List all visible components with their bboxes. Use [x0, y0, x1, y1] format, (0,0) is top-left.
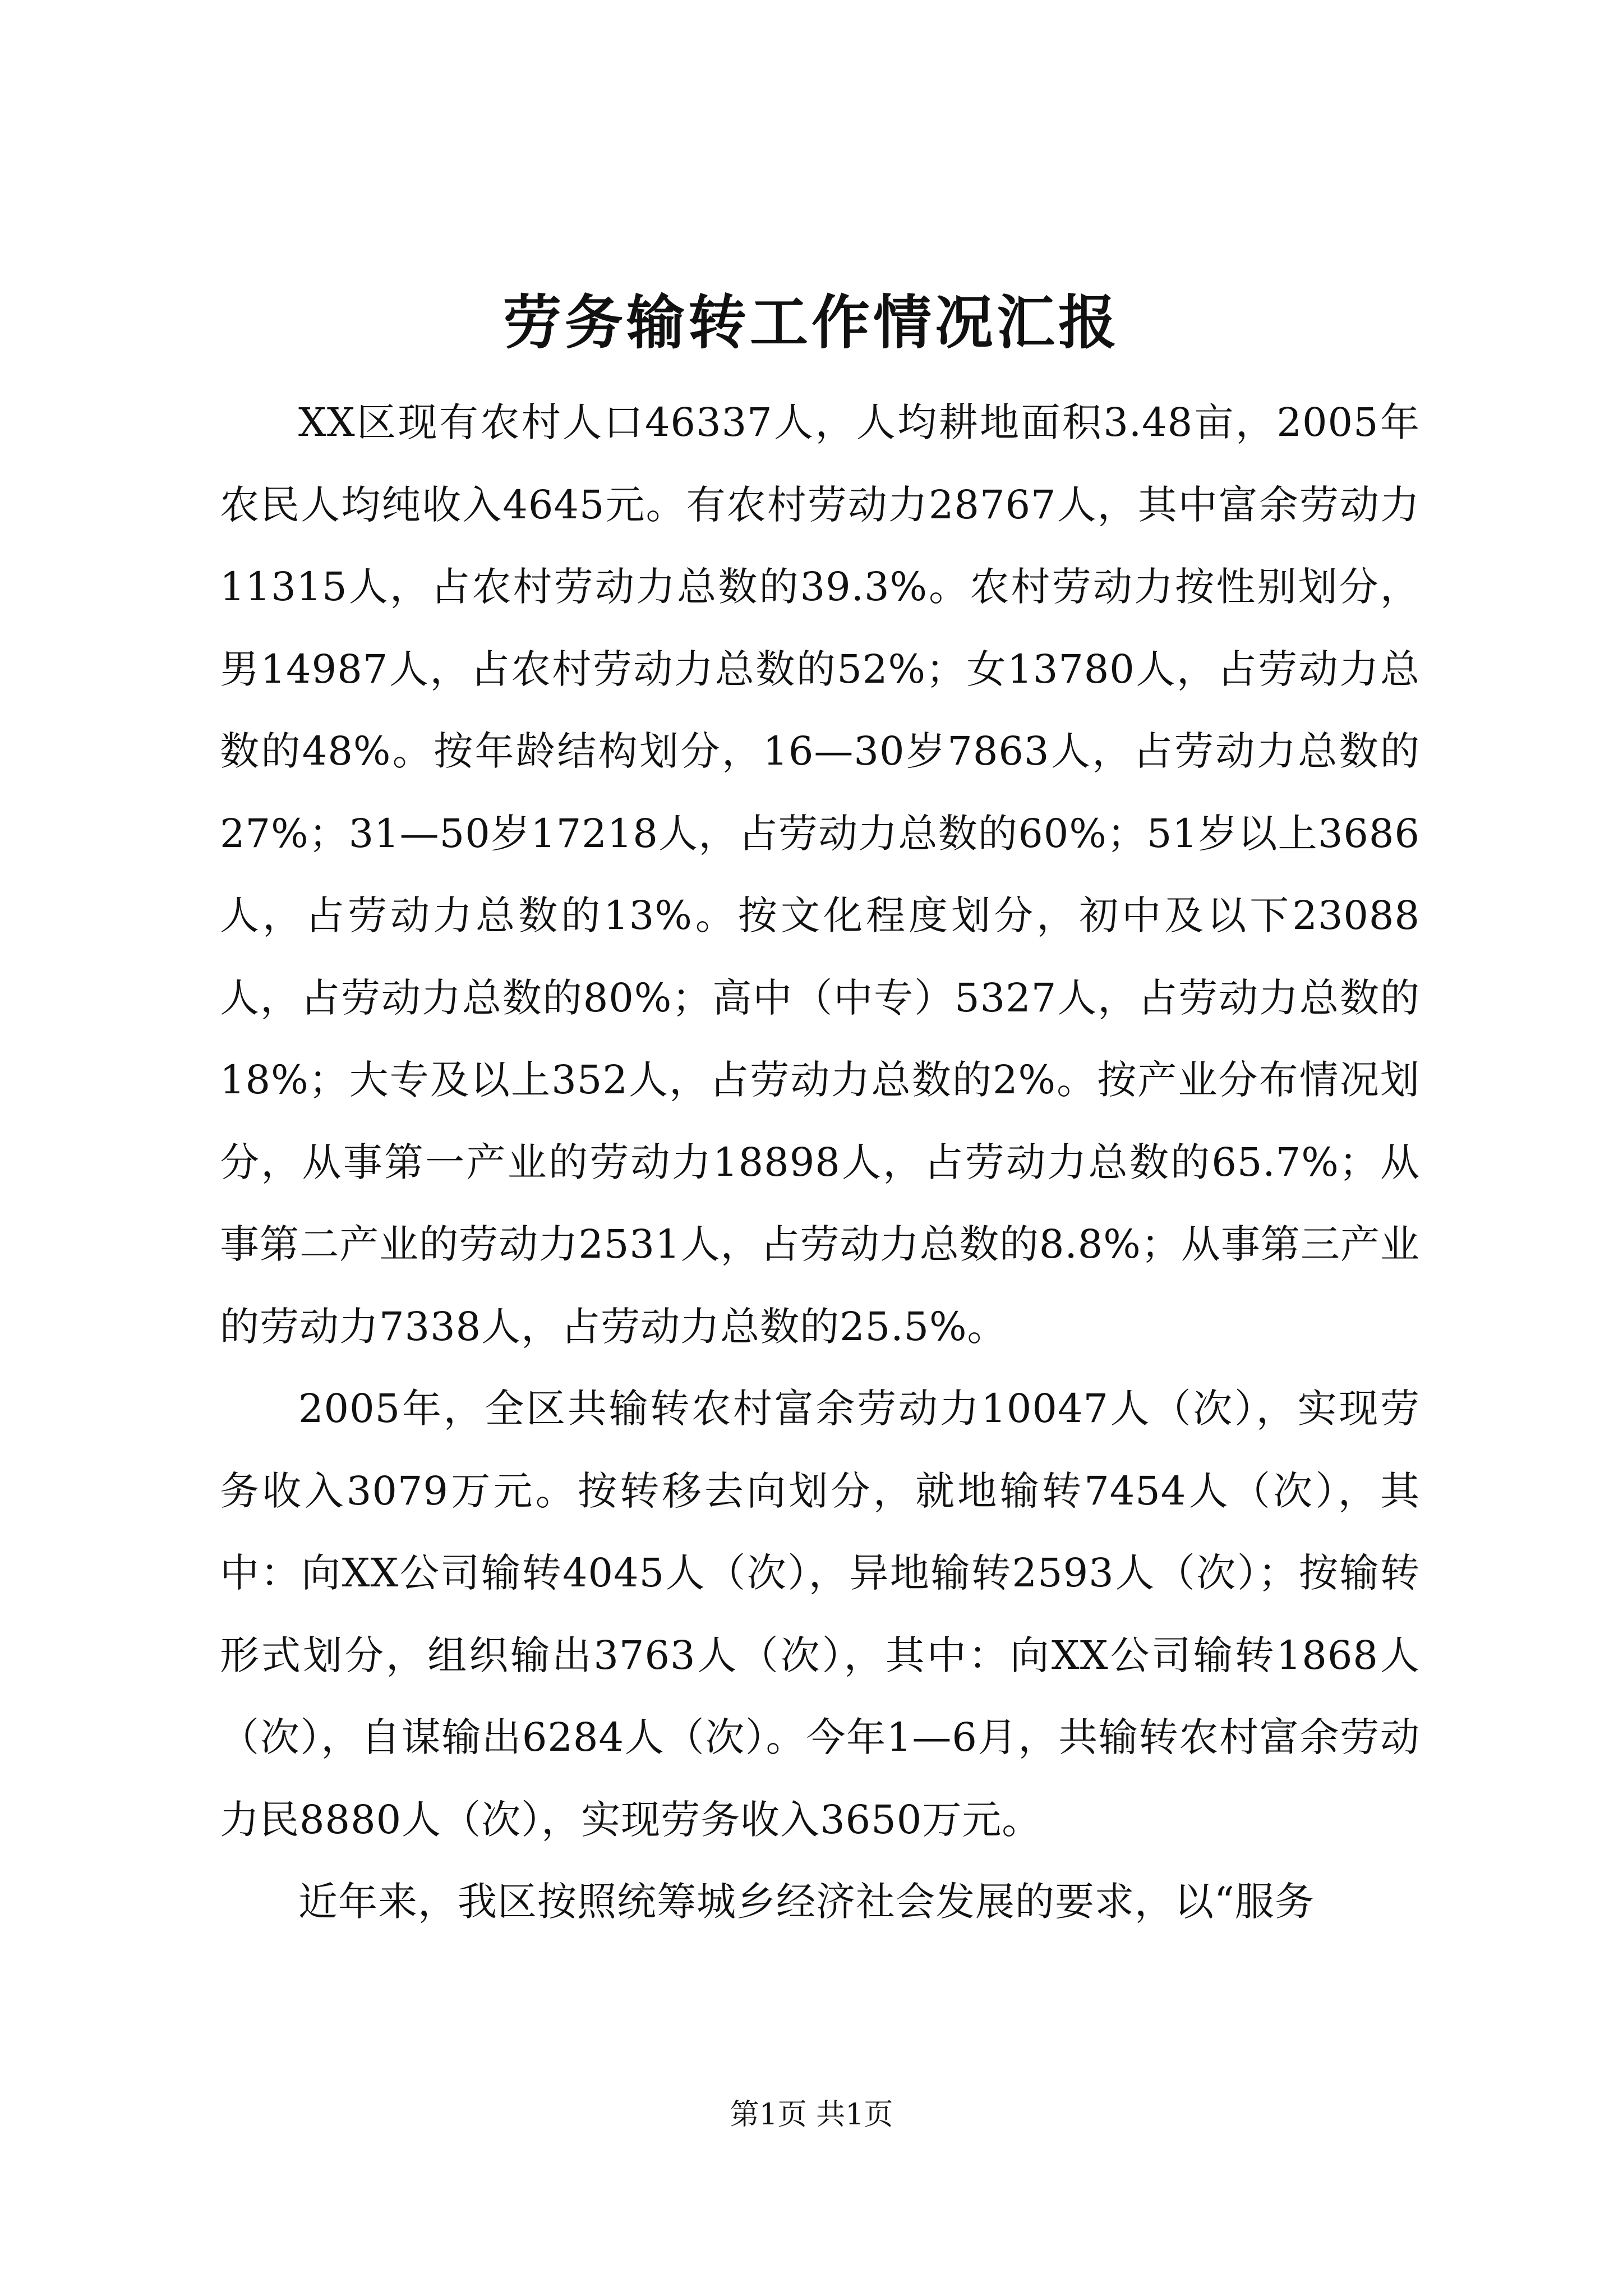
document-title: 劳务输转工作情况汇报 — [502, 288, 1120, 357]
document-body — [220, 381, 1420, 1943]
paragraph-population-stats: XX区现有农村人口46337人，人均耕地面积3.48亩，2005年农民人均纯收入4645元。有农村劳动力28767人，其中富余劳动力11315人，占农村劳动力总数的39.3%。农村劳动力按性别划分，男14987人，占农村劳动力总数的52%；女13780人，占劳动力总数的48%。按年龄结构划分，16—30岁7863人，占劳动力总数的27%；31—50岁17218人，占劳动力总数的60%；51岁以上3686人，占劳动力总数的13%。按文化程度划分，初中及以下23088人，占劳动力总数的80%；高中（中专）5327人，占劳动力总数的18%；大专及以上352人，占劳动力总数的2%。按产业分布情况划分，从事第一产业的劳动力18898人，占劳动力总数的65.7%；从事第二产业的劳动力2531人，占劳动力总数的8.8%；从事第三产业的劳动力7338人，占劳动力总数的25.5%。 — [220, 399, 1420, 1350]
page-footer: 第1页 共1页 — [730, 2098, 893, 2132]
paragraph-labor-transfer-2005: 2005年，全区共输转农村富余劳动力10047人（次），实现劳务收入3079万元。按转移去向划分，就地输转7454人（次），其中：向XX公司输转4045人（次），异地输转2593人（次）；按输转形式划分，组织输出3763人（次），其中：向XX公司输转1868人（次），自谋输出6284人（次）。今年1—6月，共输转农村富余劳动力民8880人（次），实现劳务收入3650万元。 — [220, 1386, 1420, 1843]
paragraph-recent-years: 近年来，我区按照统筹城乡经济社会发展的要求，以“服务 — [298, 1879, 1315, 1925]
